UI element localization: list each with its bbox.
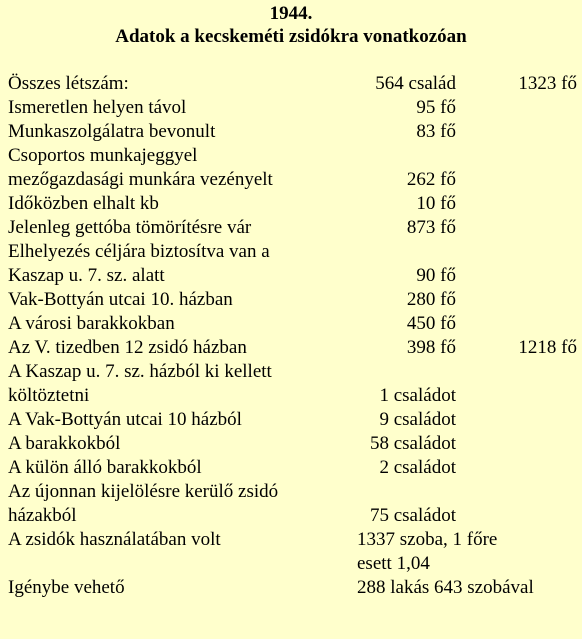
row-total: 1218 fő bbox=[518, 337, 577, 358]
document-title: Adatok a kecskeméti zsidókra vonatkozóan bbox=[115, 26, 467, 47]
table-row bbox=[0, 264, 582, 288]
row-value: 873 fő bbox=[406, 217, 456, 238]
row-label: Ismeretlen helyen távol bbox=[8, 97, 187, 118]
row-label: Kaszap u. 7. sz. alatt bbox=[8, 265, 165, 286]
row-label: Vak-Bottyán utcai 10. házban bbox=[8, 289, 233, 310]
table-row bbox=[0, 504, 582, 528]
row-label: Az V. tizedben 12 zsidó házban bbox=[8, 337, 247, 358]
table-row bbox=[0, 72, 582, 96]
row-value: 450 fő bbox=[406, 313, 456, 334]
table-row bbox=[0, 480, 582, 504]
row-value: esett 1,04 bbox=[357, 553, 430, 574]
table-row bbox=[0, 408, 582, 432]
table-row bbox=[0, 288, 582, 312]
row-label: A külön álló barakkokból bbox=[8, 457, 202, 478]
table-row bbox=[0, 192, 582, 216]
row-value: 10 fő bbox=[416, 193, 456, 214]
row-label: Elhelyezés céljára biztosítva van a bbox=[8, 241, 270, 262]
row-value: 58 családot bbox=[369, 433, 456, 454]
table-row bbox=[0, 96, 582, 120]
row-label: Csoportos munkajeggyel bbox=[8, 145, 198, 166]
row-label: Összes létszám: bbox=[8, 73, 129, 94]
table-row bbox=[0, 432, 582, 456]
row-value: 1337 szoba, 1 főre bbox=[357, 529, 498, 550]
row-label: A zsidók használatában volt bbox=[8, 529, 221, 550]
row-label: mezőgazdasági munkára vezényelt bbox=[8, 169, 273, 190]
row-value: 1 családot bbox=[379, 385, 456, 406]
row-label: A városi barakkokban bbox=[8, 313, 175, 334]
row-label: költöztetni bbox=[8, 385, 90, 406]
table-row bbox=[0, 120, 582, 144]
table-row bbox=[0, 216, 582, 240]
table-row bbox=[0, 576, 582, 600]
table-row bbox=[0, 168, 582, 192]
row-label: Igénybe vehető bbox=[8, 577, 125, 598]
table-row bbox=[0, 360, 582, 384]
row-value: 75 családot bbox=[369, 505, 456, 526]
row-label: A Kaszap u. 7. sz. házból ki kellett bbox=[8, 361, 272, 382]
row-label: A barakkokból bbox=[8, 433, 121, 454]
row-value: 280 fő bbox=[406, 289, 456, 310]
table-row bbox=[0, 312, 582, 336]
table-row bbox=[0, 528, 582, 552]
row-value: 95 fő bbox=[416, 97, 456, 118]
row-value: 398 fő bbox=[406, 337, 456, 358]
row-value: 83 fő bbox=[416, 121, 456, 142]
table-row bbox=[0, 384, 582, 408]
row-label: Időközben elhalt kb bbox=[8, 193, 159, 214]
table-row bbox=[0, 144, 582, 168]
document-year: 1944. bbox=[269, 3, 313, 24]
row-total: 1323 fő bbox=[518, 73, 577, 94]
row-label: A Vak-Bottyán utcai 10 házból bbox=[8, 409, 242, 430]
row-value: 9 családot bbox=[379, 409, 456, 430]
row-label: Munkaszolgálatra bevonult bbox=[8, 121, 216, 142]
table-row bbox=[0, 552, 582, 576]
row-label: Az újonnan kijelölésre kerülő zsidó bbox=[8, 481, 279, 502]
row-value: 90 fő bbox=[416, 265, 456, 286]
table-row bbox=[0, 336, 582, 360]
row-value: 288 lakás 643 szobával bbox=[357, 577, 534, 598]
row-label: Jelenleg gettóba tömörítésre vár bbox=[8, 217, 252, 238]
table-row bbox=[0, 240, 582, 264]
table-row bbox=[0, 456, 582, 480]
row-label: házakból bbox=[8, 505, 77, 526]
row-value: 564 család bbox=[375, 73, 456, 94]
row-value: 262 fő bbox=[406, 169, 456, 190]
row-value: 2 családot bbox=[379, 457, 456, 478]
